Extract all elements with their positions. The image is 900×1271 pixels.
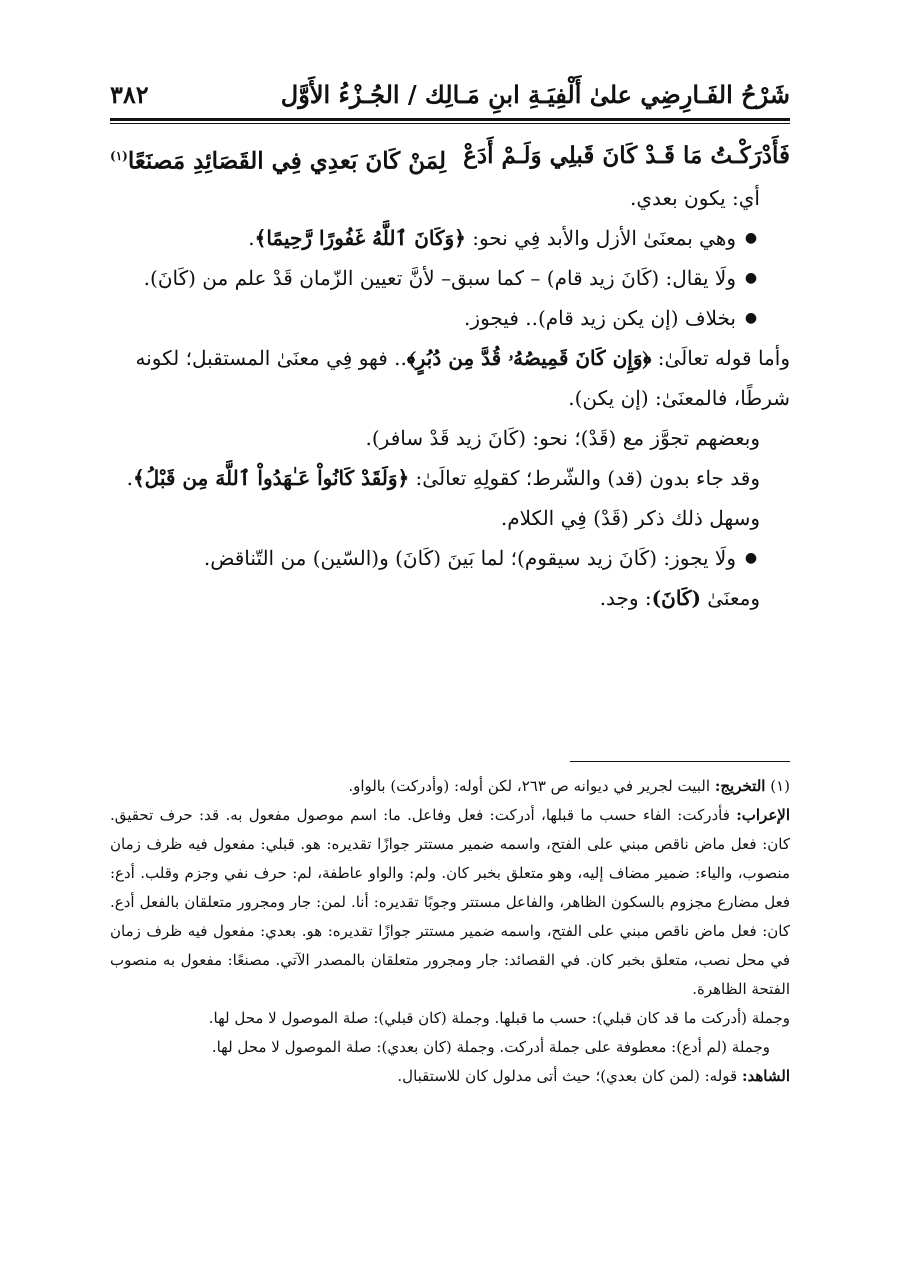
header-rule-thick (110, 118, 790, 121)
footnotes (110, 772, 790, 1091)
verse-first-hemistich: فَأَدْرَكْـتُ مَا قَـدْ كَانَ قَبلِي وَلَـمْ أَدَعْ (463, 142, 790, 169)
verse-second-hemistich: لِمَنْ كَانَ بَعدِي فِي القَصَائِدِ مَصنَعًا$^{(١)}$ (110, 147, 447, 175)
bullet-icon: ● (744, 550, 758, 566)
quran-quote: ﴿وَكَانَ ٱللَّهُ غَفُورًا رَّحِيمًا﴾ (254, 226, 466, 250)
poetry-verse (110, 134, 790, 178)
footnote-takhrij: (١) التخريج: البيت لجرير في ديوانه ص ٢٦٣، لكن أوله: (وأدركت) بالواو. (348, 777, 790, 795)
header-rule-thin (110, 123, 790, 124)
paragraph: وسهل ذلك ذكر (قَدْ) فِي الكلام. (500, 506, 760, 530)
bullet-icon: ● (744, 310, 758, 326)
page-header (110, 72, 790, 116)
bullet-item: ● وهي بمعنَىٰ الأزل والأبد فِي نحو: ﴿وَكَانَ ٱللَّهُ غَفُورًا رَّحِيمًا﴾. (110, 218, 790, 258)
bullet-item: ● ولَا يقال: (كَانَ زيد قام) – كما سبق– لأنَّ تعيين الزّمان قَدْ علم من (كَانَ). (110, 258, 790, 298)
main-text (110, 134, 790, 618)
footnote-shahid: الشاهد: قوله: (لمن كان بعدي)؛ حيث أتى مدلول كان للاستقبال. (397, 1067, 790, 1085)
footnote-irab: الإعراب: فأدركت: الفاء حسب ما قبلها، أدركت: فعل وفاعل. ما: اسم موصول مفعول به. قد: حرف تحقيق. كان: فعل ماض ناقص مبني على الفتح، واسمه ضمير مستتر جوازًا تقديره: هو. قبلي: مفعول فيه ظرف زمان منصوب، والياء: ضمير مضاف إليه، وهو متعلق بخبر كان. ولم: والواو عاطفة، لم: حرف نفي وجزم وقلب. أدع: فعل مضارع مجزوم بالسكون الظاهر، والفاعل مستتر وجوبًا تقديره: أنا. لمن: جار ومجرور متعلقان بالفعل أدع. كان: فعل ماض ناقص مبني على الفتح، واسمه ضمير مستتر جوازًا تقديره: هو. بعدي: مفعول فيه ظرف زمان في محل نصب، متعلق بخبر كان. في القصائد: جار ومجرور متعلقان بالمصدر الآتي. مصنعًا: مفعول به منصوب الفتحة الظاهرة. (110, 806, 790, 998)
quran-quote: ﴿وَلَقَدْ كَانُواْ عَـٰهَدُواْ ٱللَّهَ مِن قَبْلُ﴾ (132, 466, 410, 490)
quran-quote: ﴿وَإِن كَانَ قَمِيصُهُۥ قُدَّ مِن دُبُرٍ﴾ (406, 346, 652, 370)
bullet-icon: ● (744, 270, 758, 286)
bullet-item: ● ولَا يجوز: (كَانَ زيد سيقوم)؛ لما بَينَ (كَانَ) و(السّين) من التّناقض. (110, 538, 790, 578)
footnote-number: (١) (770, 777, 790, 795)
bullet-icon: ● (744, 230, 758, 246)
paragraph: وبعضهم تجوَّز مع (قَدْ)؛ نحو: (كَانَ زيد قَدْ سافر). (365, 426, 760, 450)
footnote-jumla: وجملة (لم أدع): معطوفة على جملة أدركت. وجملة (كان بعدي): صلة الموصول لا محل لها. (211, 1038, 770, 1056)
paragraph: وقد جاء بدون (قد) والشّرط؛ كقولِهِ تعالَىٰ: ﴿وَلَقَدْ كَانُواْ عَـٰهَدُواْ ٱللَّهَ مِن قَبْلُ﴾. (126, 466, 760, 490)
footnote-jumla: وجملة (أدركت ما قد كان قبلي): حسب ما قبلها. وجملة (كان قبلي): صلة الموصول لا محل لها. (208, 1009, 790, 1027)
paragraph: ومعنَىٰ (كَانَ): وجد. (599, 586, 760, 610)
footnote-reference[interactable]: (١) (110, 149, 128, 163)
explanation-line: أي: يكون بعدي. (629, 186, 760, 210)
running-title: شَرْحُ الفَـارِضِي علىٰ أَلْفِيَـةِ ابنِ مَـالِك / الجُـزْءُ الأَوَّل (280, 79, 790, 109)
bullet-item: ● بخلاف (إن يكن زيد قام).. فيجوز. (110, 298, 790, 338)
page-number: ٣٨٢ (110, 79, 149, 109)
paragraph: وأما قوله تعالَىٰ: ﴿وَإِن كَانَ قَمِيصُهُۥ قُدَّ مِن دُبُرٍ﴾.. فهو فِي معنَىٰ المستقبل؛ لكونه شرطًا، فالمعنَىٰ: (إن يكن). (135, 346, 790, 410)
footnote-separator (570, 761, 790, 762)
